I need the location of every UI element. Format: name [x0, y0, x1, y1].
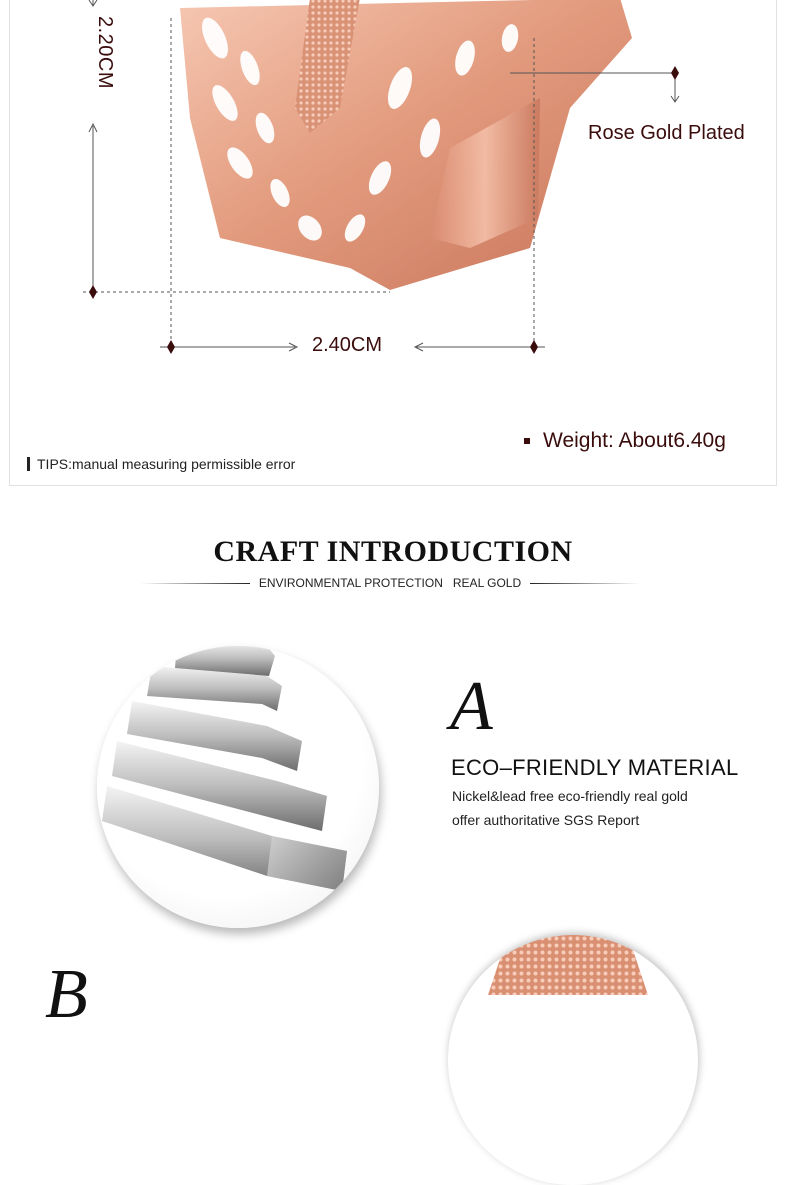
divider-right: [530, 583, 640, 584]
subtitle-text: [250, 576, 530, 590]
feature-line-2: offer authoritative SGS Report: [452, 812, 640, 828]
silver-bars-image: [97, 646, 379, 928]
product-dimension-panel: [9, 0, 777, 486]
feature-letter-b: B: [45, 956, 88, 1033]
feature-title: ECO–FRIENDLY MATERIAL: [451, 755, 739, 780]
bullet-icon: [524, 438, 530, 444]
section-title: CRAFT INTRODUCTION: [213, 535, 573, 568]
tips-note: [27, 456, 295, 472]
width-dimension-label: 2.40CM: [312, 334, 383, 356]
ring-product-image: [10, 0, 778, 486]
feature-letter-a: A: [450, 668, 493, 745]
ring-detail-image: [448, 935, 698, 1185]
height-dimension-label: 2.20CM: [94, 16, 116, 90]
weight-info: [524, 429, 726, 453]
plating-label: Rose Gold Plated: [588, 122, 745, 144]
subtitle-left: ENVIRONMENTAL PROTECTION: [258, 576, 443, 590]
weight-text: Weight: About6.40g: [543, 429, 726, 452]
tips-text: TIPS:manual measuring permissible error: [37, 456, 296, 472]
feature-description: [452, 784, 688, 832]
feature-line-1: Nickel&lead free eco-friendly real gold: [452, 788, 688, 804]
section-subtitle: [140, 575, 640, 591]
subtitle-right: REAL GOLD: [452, 576, 522, 590]
divider-left: [140, 583, 250, 584]
bar-icon: [27, 457, 30, 471]
